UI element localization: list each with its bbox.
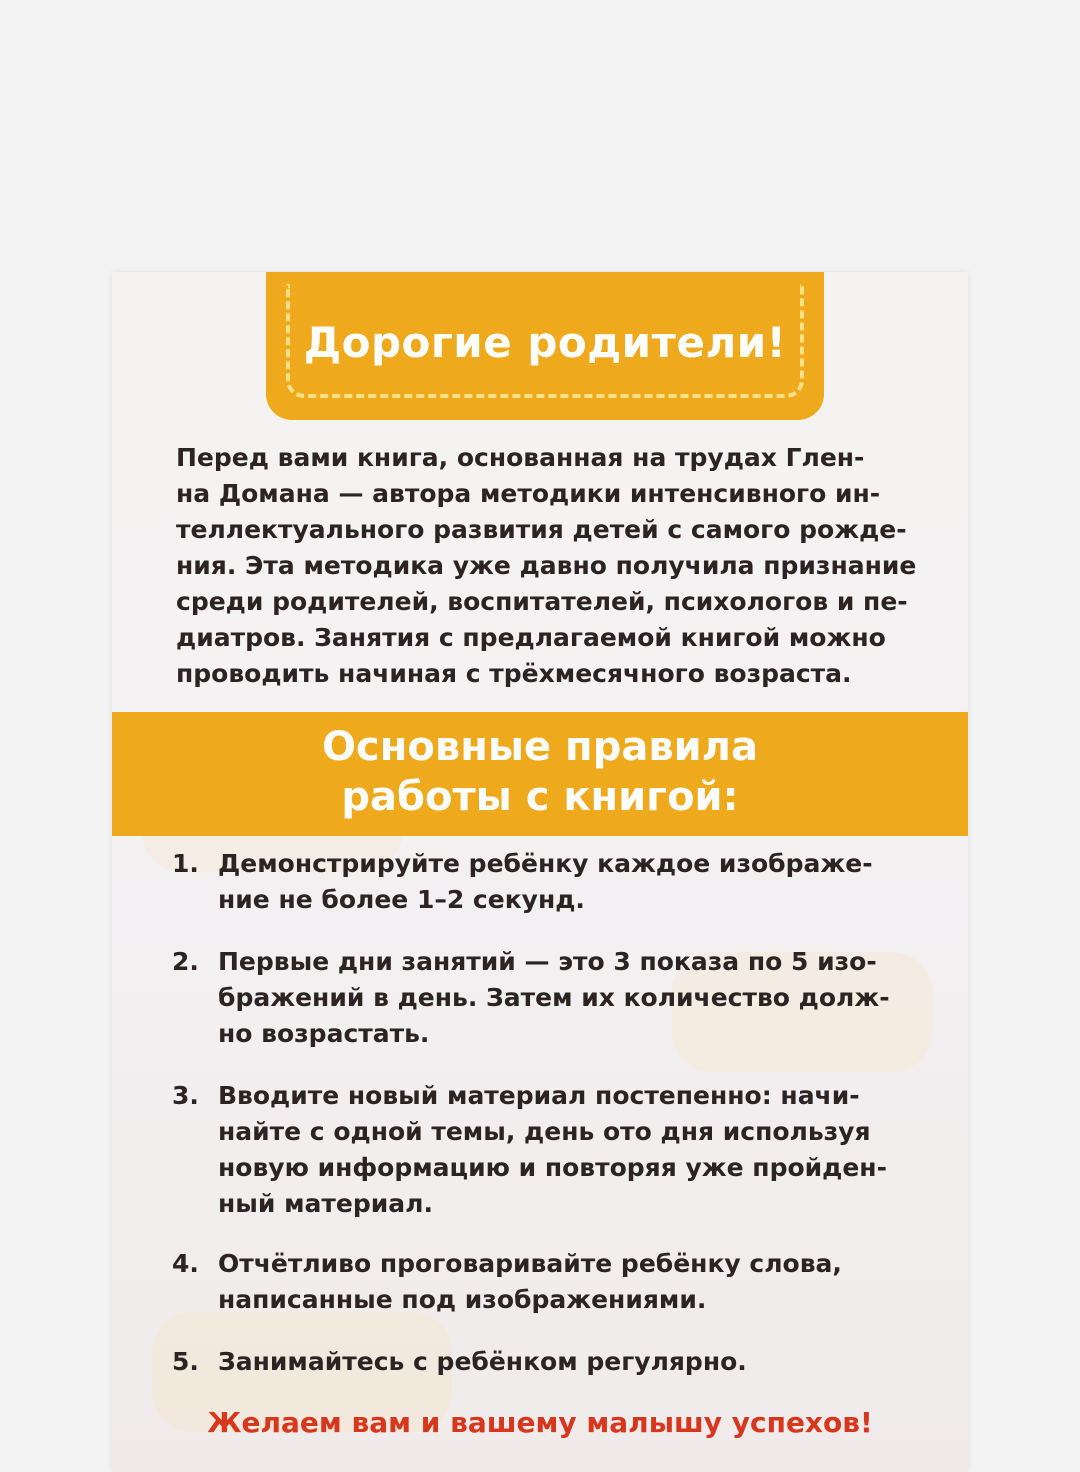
rule-line: новую информацию и повторяя уже пройден-	[218, 1153, 887, 1182]
intro-line: среди родителей, воспитателей, психологов и пе-	[176, 587, 908, 616]
page-title: Дорогие родители!	[303, 318, 787, 367]
intro-paragraph	[176, 440, 916, 692]
rule-line: написанные под изображениями.	[218, 1285, 707, 1314]
rule-line: Вводите новый материал постепенно: начи-	[218, 1081, 860, 1110]
rule-text	[218, 846, 938, 918]
rule-line: но возрастать.	[218, 1019, 430, 1048]
intro-line: ния. Эта методика уже давно получила признание	[176, 551, 917, 580]
rule-number: 3.	[172, 1081, 199, 1110]
rule-line: Отчётливо проговаривайте ребёнку слова,	[218, 1249, 842, 1278]
rule-number: 1.	[172, 849, 199, 878]
rule-line: найте с одной темы, день ото дня используя	[218, 1117, 871, 1146]
intro-line: Перед вами книга, основанная на трудах Глен-	[176, 443, 865, 472]
rule-text	[218, 1078, 938, 1222]
rule-line: Занимайтесь с ребёнком регулярно.	[218, 1347, 747, 1376]
intro-line: проводить начиная с трёхмесячного возраста.	[176, 659, 852, 688]
intro-line: диатров. Занятия с предлагаемой книгой можно	[176, 623, 886, 652]
intro-line: теллектуального развития детей с самого рожде-	[176, 515, 907, 544]
footer-wish: Желаем вам и вашему малышу успехов!	[207, 1406, 873, 1439]
rule-text	[218, 1344, 938, 1380]
rule-number: 4.	[172, 1249, 199, 1278]
rule-number: 5.	[172, 1347, 199, 1376]
rules-heading	[112, 722, 968, 822]
rules-heading-line: работы с книгой:	[341, 774, 739, 820]
rule-line: ный материал.	[218, 1189, 433, 1218]
rule-line: Демонстрируйте ребёнку каждое изображе-	[218, 849, 873, 878]
rule-text	[218, 1246, 938, 1318]
rule-line: бражений в день. Затем их количество долж-	[218, 983, 890, 1012]
intro-line: на Домана — автора методики интенсивного ин-	[176, 479, 881, 508]
rule-line: Первые дни занятий — это 3 показа по 5 изо-	[218, 947, 877, 976]
rule-number: 2.	[172, 947, 199, 976]
rule-text	[218, 944, 938, 1052]
rule-line: ние не более 1–2 секунд.	[218, 885, 585, 914]
rules-heading-line: Основные правила	[322, 724, 758, 770]
